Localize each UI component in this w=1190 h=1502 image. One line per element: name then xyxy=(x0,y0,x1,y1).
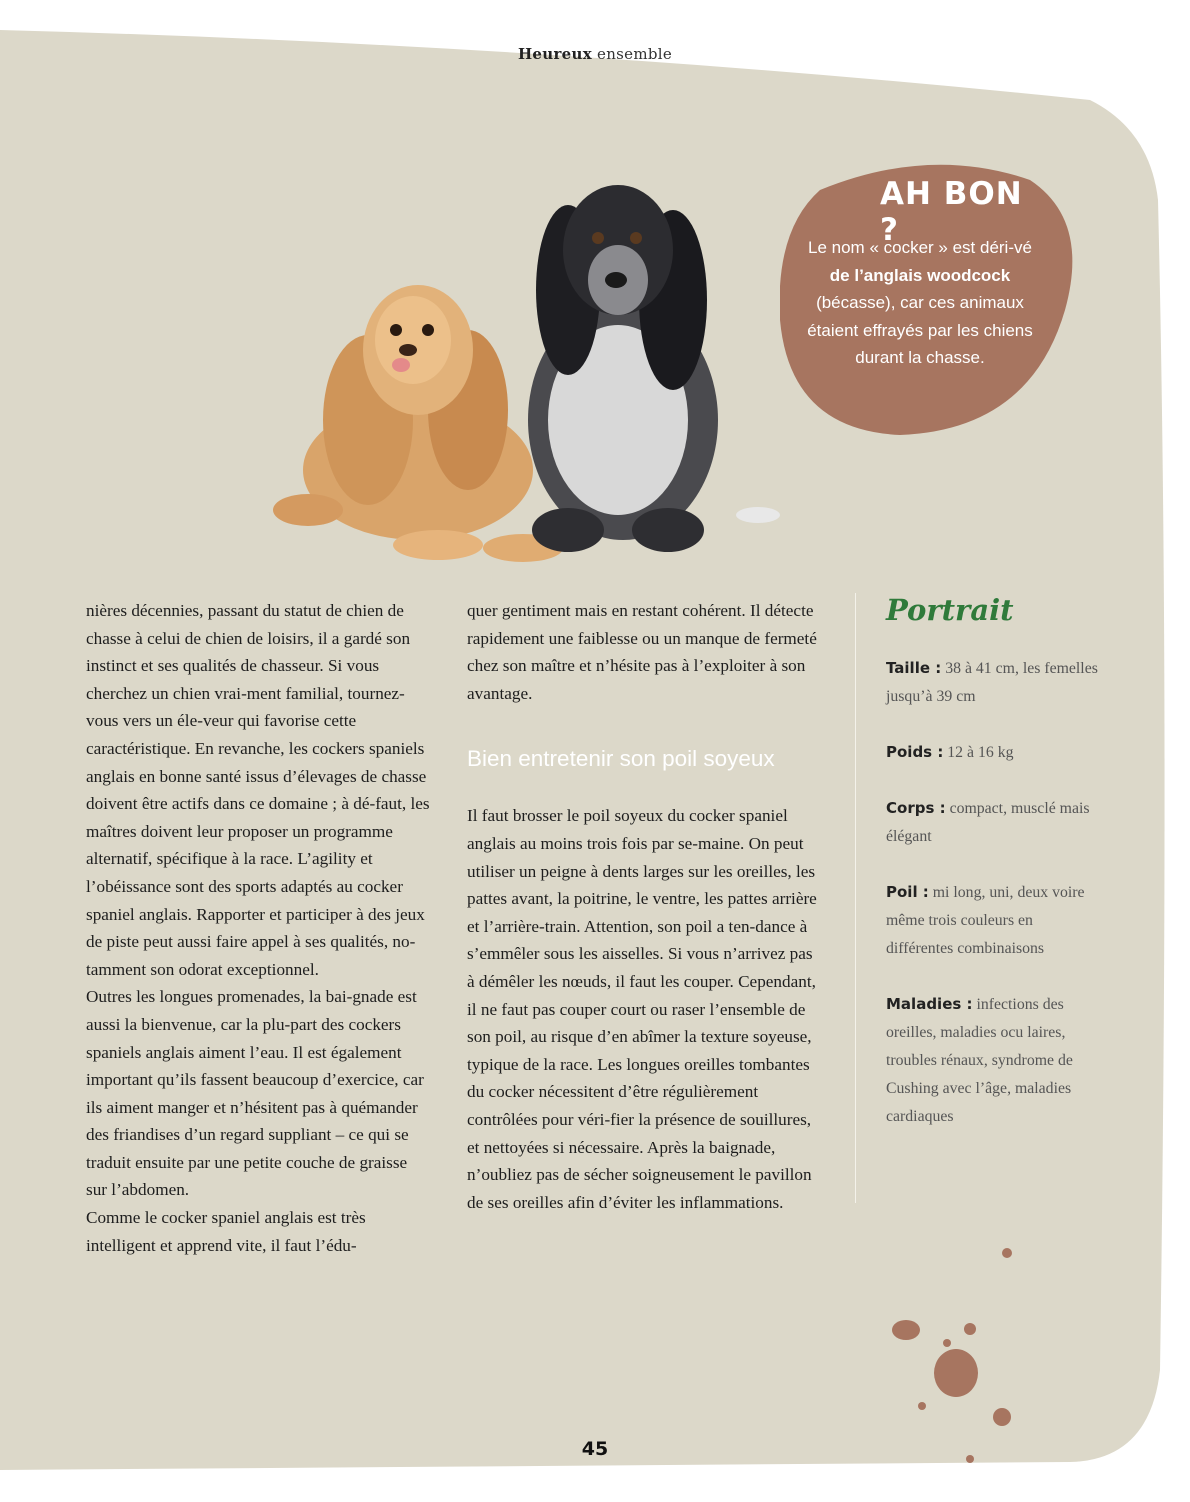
dogs-photo xyxy=(268,170,798,590)
portrait-entry-poids xyxy=(886,738,1101,767)
column-1 xyxy=(86,597,431,1259)
running-head xyxy=(0,45,1190,63)
portrait-label: Poil : xyxy=(886,883,929,901)
column-2 xyxy=(467,597,817,1216)
decorative-dots xyxy=(870,1240,1070,1470)
col1-paragraph-1: nières décennies, passant du statut de chien de chasse à celui de chien de loisirs, il a gardé son instinct et ses qualités de chasseur. Si vous cherchez un chien vrai-ment familial, tournez-vous vers un éle-veur qui favorise cette caractéristique. En revanche, les cockers spaniels anglais en bonne santé issus d’élevages de chasse doivent être actifs dans ce domaine ; à dé-faut, les maîtres doivent leur proposer un programme alternatif, spécifique à la race. L’agility et l’obéissance sont des sports adaptés au cocker spaniel anglais. Rapporter et participer à des jeux de piste peut aussi faire appel à ses qualités, no-tamment son odorat exceptionnel. xyxy=(86,601,430,979)
bubble-title: AH BON ? xyxy=(880,176,1023,248)
portrait-entry-maladies xyxy=(886,990,1101,1131)
col1-paragraph-2: Outres les longues promenades, la bai-gnade est aussi la bienvenue, car la plu-part des cockers spaniels anglais aiment l’eau. Il est également important qu’ils fassent beaucoup d’exercice, car ils aiment manger et n’hésitent pas à quémander des friandises d’un regard suppliant – ce qui se traduit ensuite par une petite couche de graisse sur l’abdomen. xyxy=(86,987,424,1200)
section-subheading: Bien entretenir son poil soyeux xyxy=(467,746,775,772)
golden-puppy xyxy=(273,285,563,562)
bubble-text-before: Le nom « cocker » est déri-vé xyxy=(808,238,1032,257)
portrait-title: Portrait xyxy=(886,593,1014,627)
bubble-text-bold: de l’anglais woodcock xyxy=(829,265,1011,285)
col1-paragraph-3: Comme le cocker spaniel anglais est très intelligent et apprend vite, il faut l’édu- xyxy=(86,1208,366,1255)
portrait-value: infections des oreilles, maladies ocu laires, troubles rénaux, syndrome de Cushing avec l’âge, maladies cardiaques xyxy=(886,996,1073,1125)
portrait-value: mi long, uni, deux voire même trois couleurs en différentes combinaisons xyxy=(886,884,1085,957)
portrait-label: Maladies : xyxy=(886,995,973,1013)
bubble-text xyxy=(800,234,1040,372)
roan-puppy xyxy=(528,185,780,552)
portrait-value: compact, musclé mais élégant xyxy=(886,800,1090,845)
portrait-label: Taille : xyxy=(886,659,942,677)
bubble-text-after: (bécasse), car ces animaux étaient effrayés par les chiens durant la chasse. xyxy=(807,293,1033,367)
portrait-entry-taille xyxy=(886,654,1101,711)
portrait-entry-poil xyxy=(886,878,1101,963)
portrait-label: Poids : xyxy=(886,743,944,761)
portrait-label: Corps : xyxy=(886,799,946,817)
portrait-value: 12 à 16 kg xyxy=(947,744,1014,761)
page-number: 45 xyxy=(581,1438,609,1460)
column-divider xyxy=(855,593,856,1203)
portrait-entry-corps xyxy=(886,794,1101,851)
col2-paragraph-1: quer gentiment mais en restant cohérent. Il détecte rapidement une faiblesse ou un manque de fermeté chez son maître et n’hésite pas à l’exploiter à son avantage. xyxy=(467,601,817,703)
portrait-value: 38 à 41 cm, les femelles jusqu’à 39 cm xyxy=(886,660,1098,705)
col2-paragraph-2: Il faut brosser le poil soyeux du cocker spaniel anglais au moins trois fois par se-maine. On peut utiliser un peigne à dents larges sur les oreilles, les pattes avant, la poitrine, le ventre, les pattes arrière et l’arrière-train. Attention, son poil a ten-dance à s’emmêler sous les aisselles. Si vous n’arrivez pas à démêler les nœuds, il faut les couper. Cependant, il ne faut pas couper court ou raser l’ensemble de son poil, au risque d’en abîmer la texture soyeuse, typique de la race. Les longues oreilles tombantes du cocker nécessitent d’être régulièrement contrôlées pour véri-fier la présence de souillures, et nettoyées si nécessaire. Après la baignade, n’oubliez pas de sécher soigneusement le pavillon de ses oreilles afin d’éviter les inflammations. xyxy=(467,806,817,1212)
running-head-light: ensemble xyxy=(597,45,673,63)
portrait-box xyxy=(886,654,1101,1158)
running-head-bold: Heureux xyxy=(517,45,592,63)
